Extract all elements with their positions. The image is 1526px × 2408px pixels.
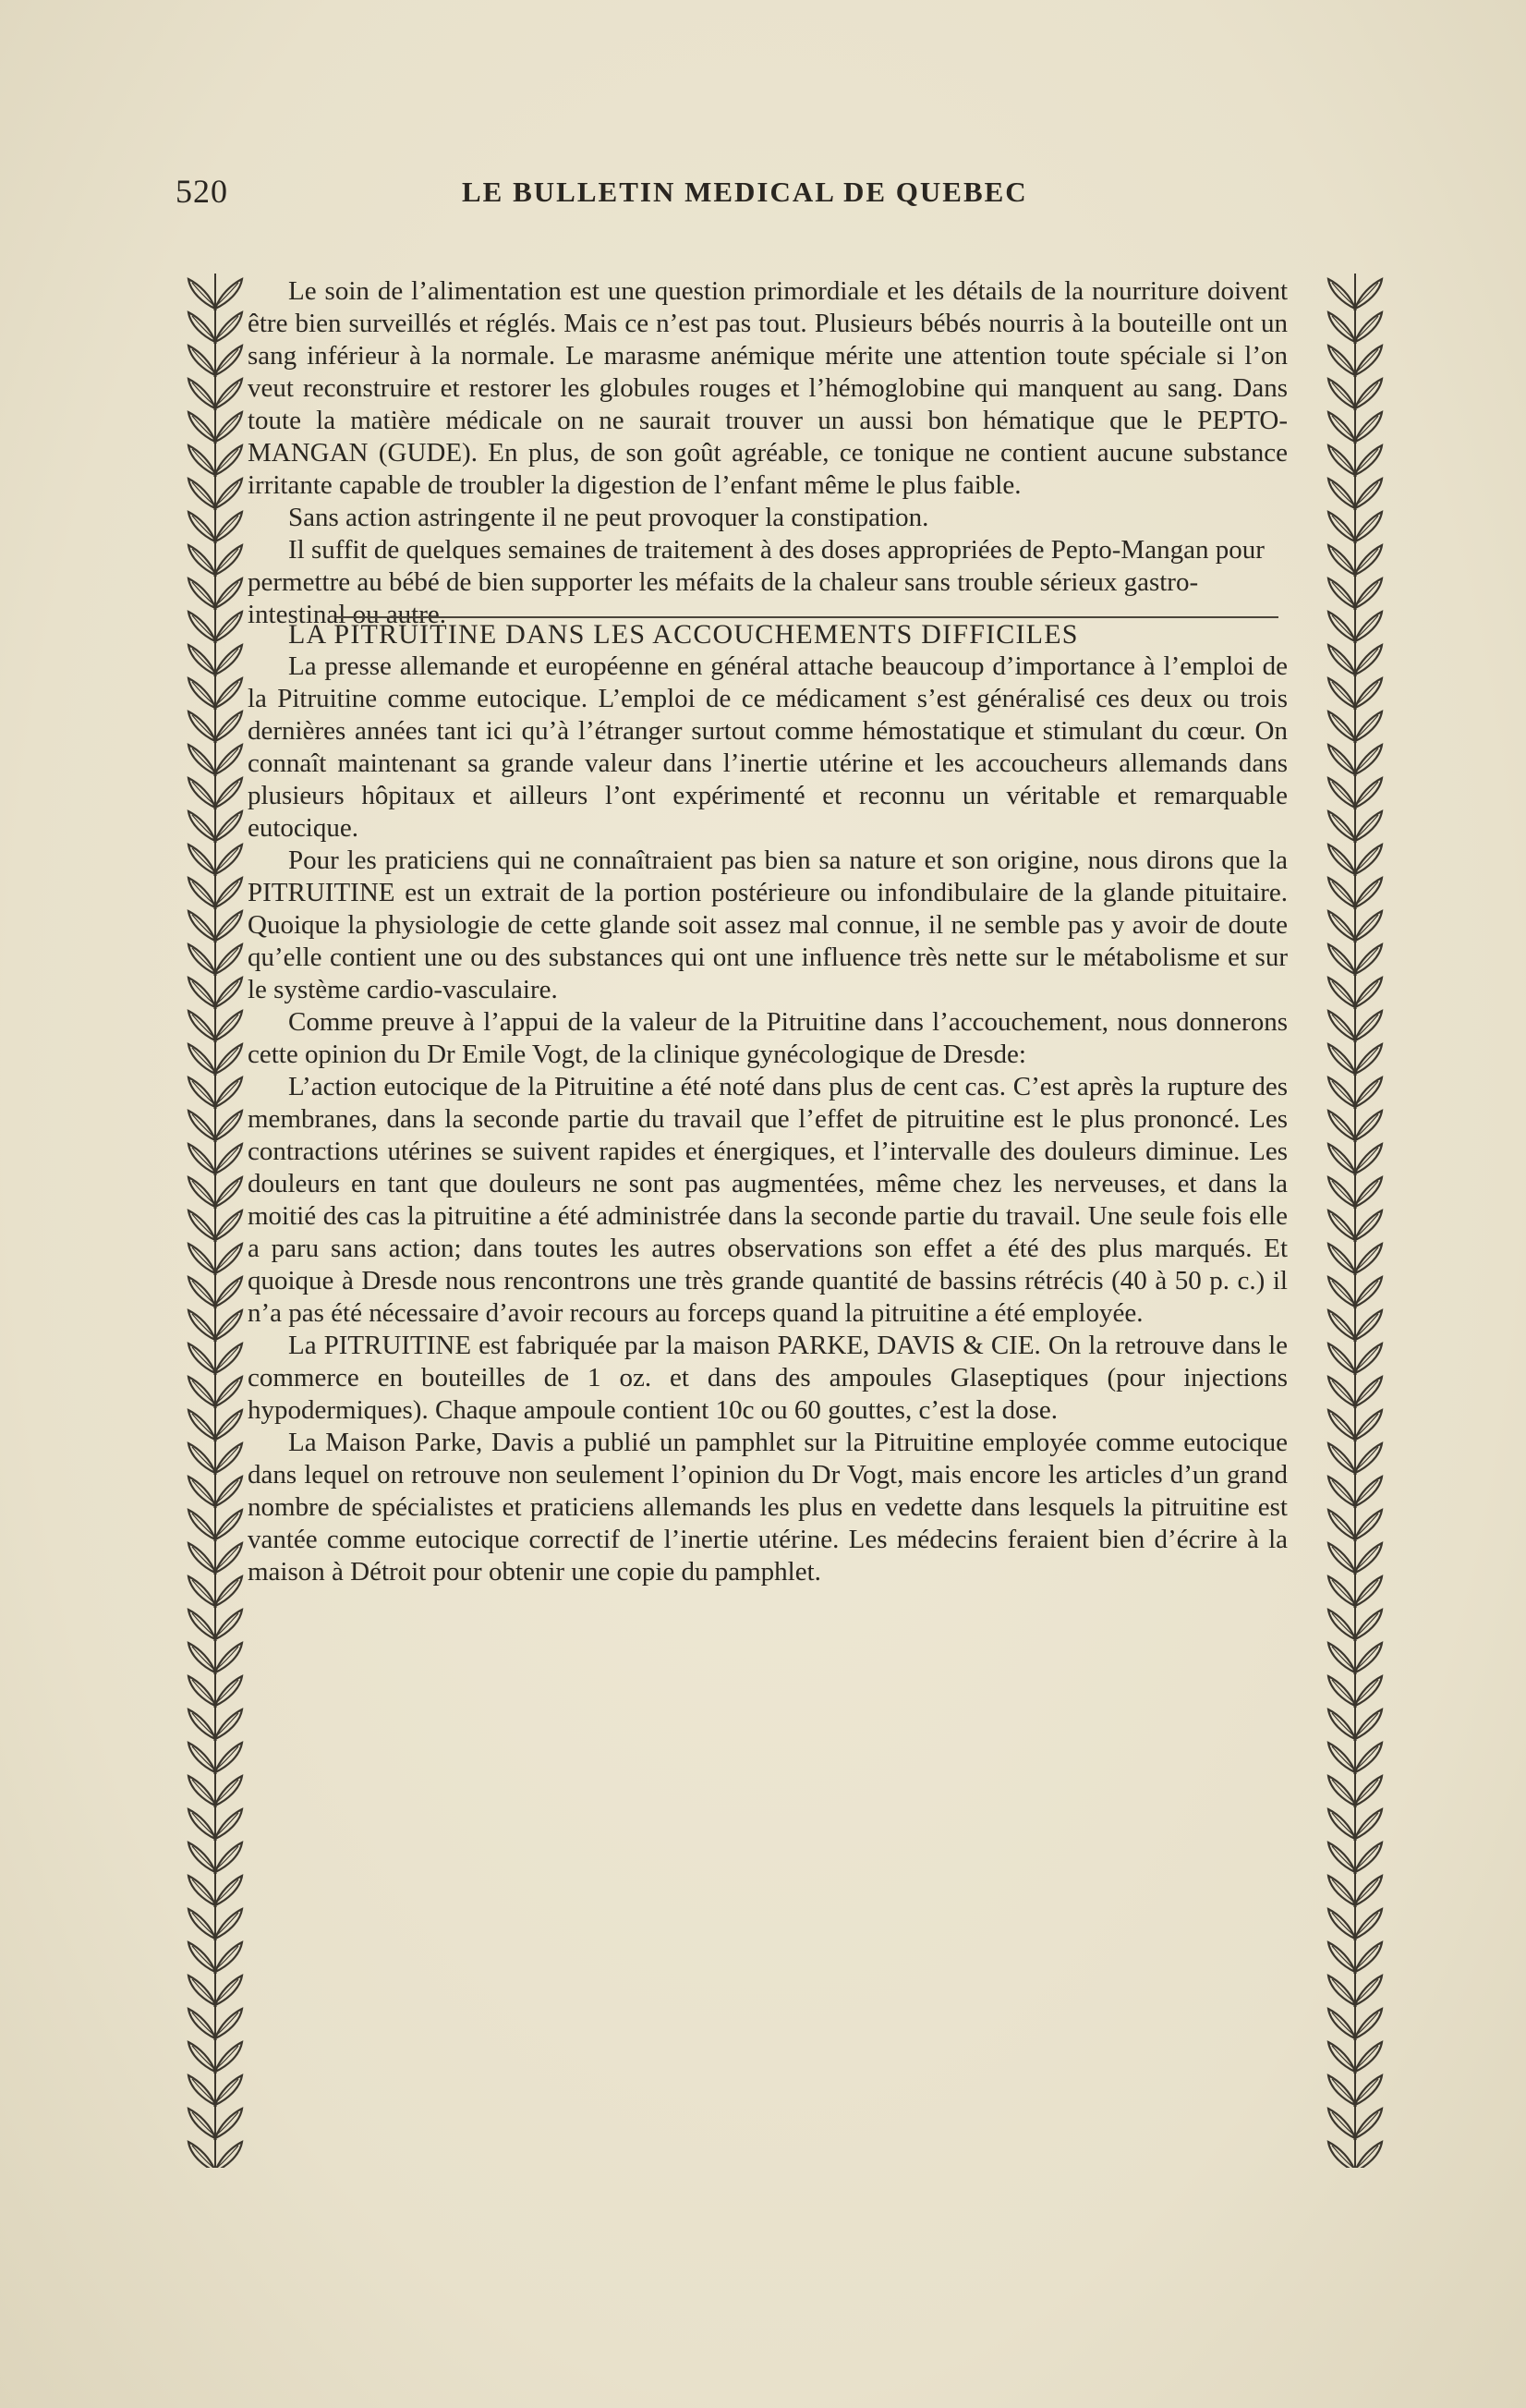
intro-paragraph-3: Il suffit de quelques semaines de traitement à des doses appropriées de Pepto-Mangan pour permettre au bébé de bien supporter les méfaits de la chaleur sans trouble sérieux gastro-intestinal ou autre. [248,535,1265,629]
page-number: 520 [176,173,228,210]
article-paragraph-5: La PITRUITINE est fabriquée par la maison PARKE, DAVIS & CIE. On la retrouve dans le commerce en bouteilles de 1 oz. et dans des ampoules Glaseptiques (pour injections hypodermiques). Chaque ampoule contient 10c ou 60 gouttes, c’est la dose. [248,1331,1288,1425]
page-header [176,172,1099,218]
page-body [248,275,1288,1588]
section-divider [336,616,1278,618]
article-paragraph-6: La Maison Parke, Davis a publié un pamphlet sur la Pitruitine employée comme eutocique dans lequel on retrouve non seulement l’opinion du Dr Vogt, mais encore les articles d’un grand nombre de spécialistes et praticiens allemands les plus en vedette dans lesquels la pitruitine est vantée comme eutocique correctif de l’inertie utérine. Les médecins feraient bien d’écrire à la maison à Détroit pour obtenir une copie du pamphlet. [248,1428,1288,1587]
article-title: LA PITRUITINE DANS LES ACCOUCHEMENTS DIFFICILES [288,619,1079,650]
right-laurel-border-icon [1323,274,1387,2168]
article-paragraph-3: Comme preuve à l’appui de la valeur de la Pitruitine dans l’accouchement, nous donnerons cette opinion du Dr Emile Vogt, de la clinique gynécologique de Dresde: [248,1007,1288,1069]
article-paragraph-4: L’action eutocique de la Pitruitine a été noté dans plus de cent cas. C’est après la rupture des membranes, dans la seconde partie du travail que l’effet de pitruitine est le plus prononcé. Les contractions utérines se suivent rapides et énergiques, et l’intervalle des douleurs diminue. Les douleurs en tant que douleurs ne sont pas augmentées, même chez les nerveuses, et dans la moitié des cas la pitruitine a été administrée dans la seconde partie du travail. Une seule fois elle a paru sans action; dans toutes les autres observations son effet a été des plus marqués. Et quoique à Dresde nous rencontrons une très grande quantité de bassins rétrécis (40 à 50 p. c.) il n’a pas été nécessaire d’avoir recours au forceps quand la pitruitine a été employée. [248,1072,1288,1328]
running-title: LE BULLETIN MEDICAL DE QUEBEC [462,176,1028,208]
intro-paragraph-2: Sans action astringente il ne peut provoquer la constipation. [288,503,929,532]
article-paragraph-2: Pour les praticiens qui ne connaîtraient pas bien sa nature et son origine, nous dirons que la PITRUITINE est un extrait de la portion postérieure ou infondibulaire de la glande pituitaire. Quoique la physiologie de cette glande soit assez mal connue, il ne semble pas y avoir de doute qu’elle contient une ou des substances qui ont une influence très nette sur le métabolisme et sur le système cardio-vasculaire. [248,845,1288,1004]
article-paragraph-1: La presse allemande et européenne en général attache beaucoup d’importance à l’emploi de la Pitruitine comme eutocique. L’emploi de ce médicament s’est généralisé ces deux ou trois dernières années tant ici qu’à l’étranger surtout comme hémostatique et stimulant du cœur. On connaît maintenant sa grande valeur dans l’inertie utérine et les accoucheurs allemands dans plusieurs hôpitaux et ailleurs l’ont expérimenté et reconnu un véritable et remarquable eutocique. [248,651,1288,843]
intro-paragraph-1: Le soin de l’alimentation est une question primordiale et les détails de la nourriture doivent être bien surveillés et réglés. Mais ce n’est pas tout. Plusieurs bébés nourris à la bouteille ont un sang inférieur à la normale. Le marasme anémique mérite une attention toute spéciale si l’on veut reconstruire et restorer les globules rouges et l’hémoglobine qui manquent au sang. Dans toute la matière médicale on ne saurait trouver un aussi bon hématique que le PEPTO-MANGAN (GUDE). En plus, de son goût agréable, ce tonique ne contient aucune substance irritante capable de troubler la digestion de l’enfant même le plus faible. [248,276,1288,500]
left-laurel-border-icon [183,274,248,2168]
